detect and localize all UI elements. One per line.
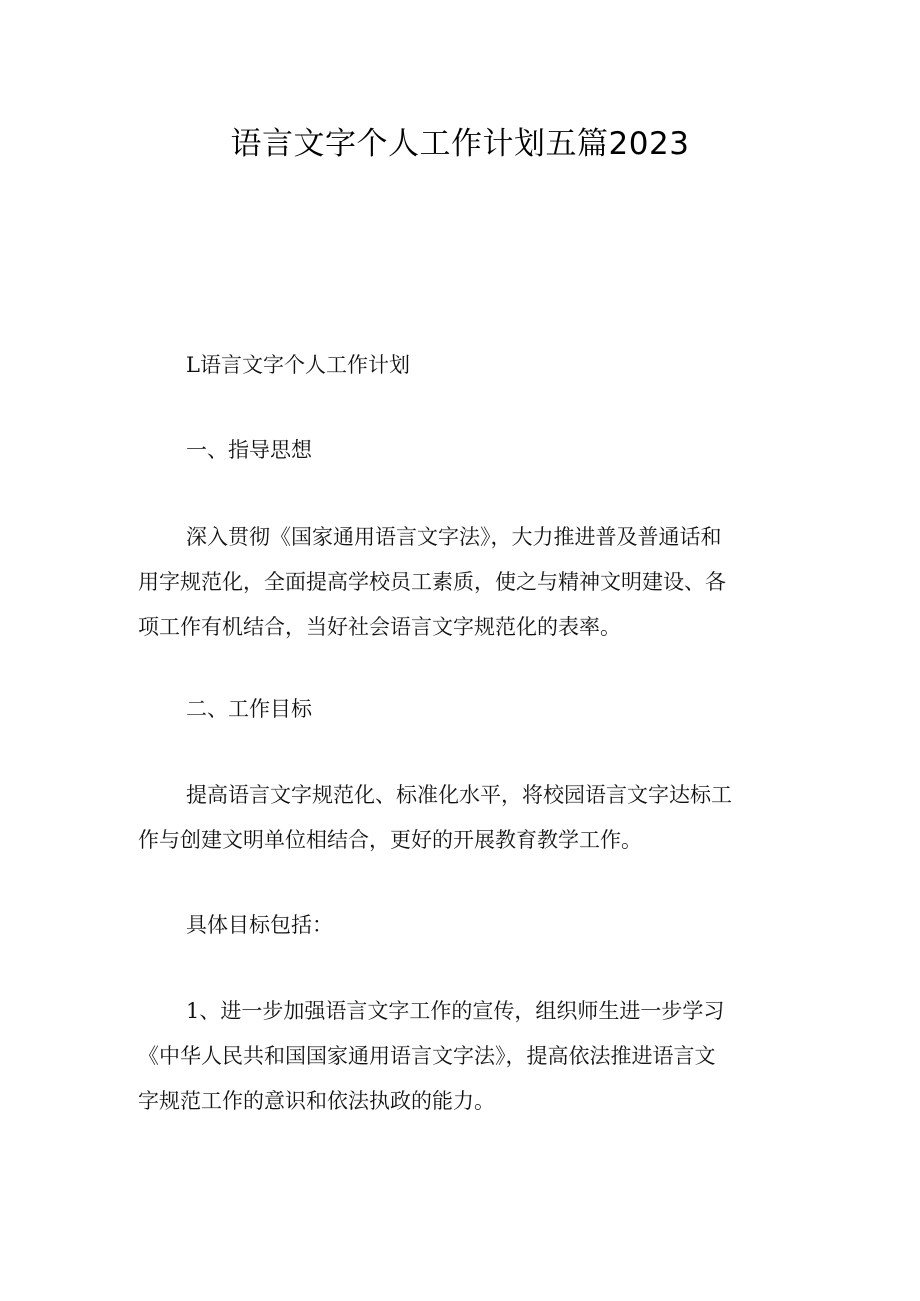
- paragraph-line: 作与创建文明单位相结合，更好的开展教育教学工作。: [138, 828, 642, 852]
- specific-goals-text: 具体目标包括：: [186, 913, 333, 937]
- paragraph-goals: [138, 773, 788, 863]
- paragraph-line: 1、进一步加强语言文字工作的宣传，组织师生进一步学习: [186, 999, 725, 1023]
- paragraph-line: 项工作有机结合，当好社会语言文字规范化的表率。: [138, 615, 621, 639]
- paragraph-item-1: [138, 989, 788, 1124]
- specific-goals-intro: [138, 903, 788, 948]
- paragraph-line: 字规范工作的意识和依法执政的能力。: [138, 1089, 495, 1113]
- heading-guiding-text: 一、指导思想: [186, 438, 312, 462]
- paragraph-line: 《中华人民共和国国家通用语言文字法》，提高依法推进语言文: [138, 1044, 716, 1068]
- section-heading: [138, 343, 788, 388]
- heading-guiding-thought: [138, 428, 788, 473]
- heading-work-goals: [138, 687, 788, 732]
- heading-goals-text: 二、工作目标: [186, 697, 312, 721]
- paragraph-line: 深入贯彻《国家通用语言文字法》，大力推进普及普通话和: [186, 525, 722, 549]
- paragraph-line: 用字规范化，全面提高学校员工素质，使之与精神文明建设、各: [138, 570, 726, 594]
- paragraph-line: 提高语言文字规范化、标准化水平，将校园语言文字达标工: [186, 783, 732, 807]
- document-title: 语言文字个人工作计划五篇2023: [230, 126, 690, 162]
- section-heading-text: L语言文字个人工作计划: [186, 353, 410, 377]
- paragraph-guiding: [138, 515, 788, 650]
